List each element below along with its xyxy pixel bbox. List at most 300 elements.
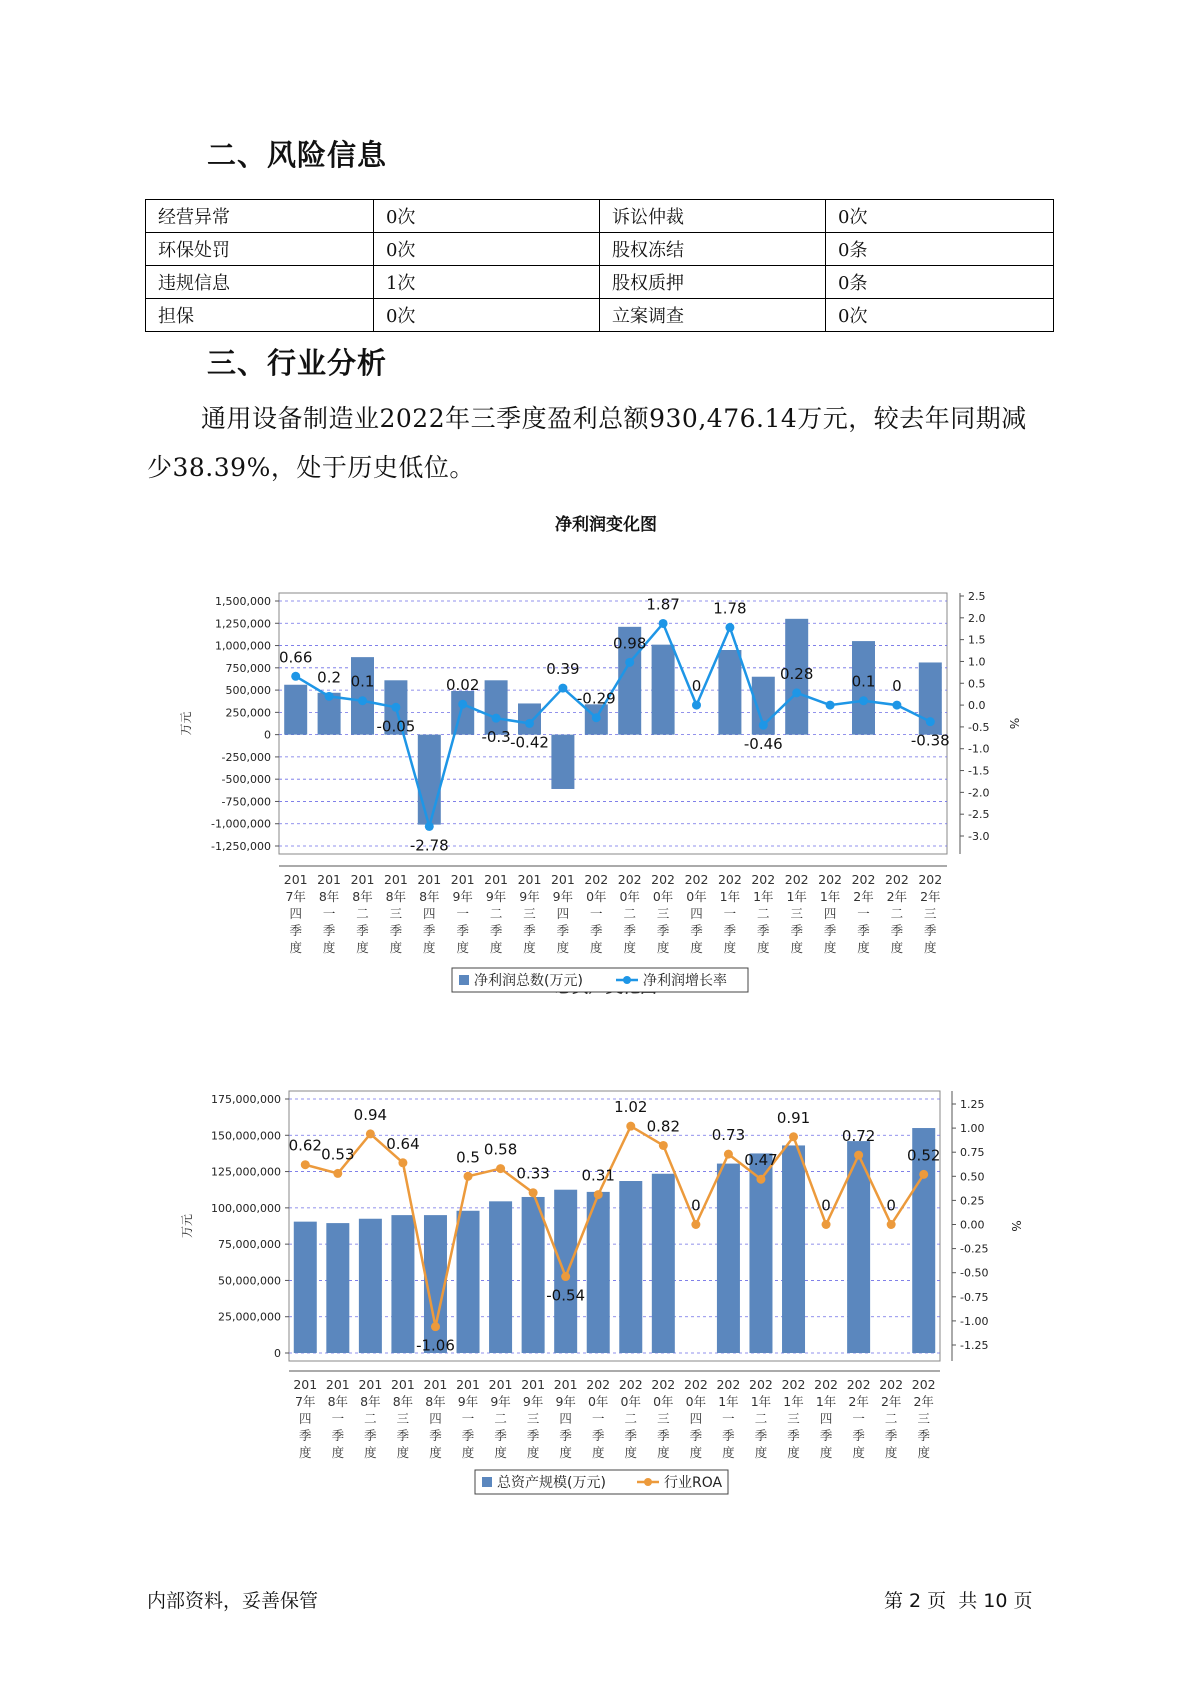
data-label: 0.64	[386, 1134, 420, 1153]
x-tick-label: 度	[591, 1445, 605, 1460]
y2-tick-label: 0.75	[960, 1146, 985, 1160]
x-tick-label: 一	[722, 1411, 735, 1426]
data-label: -0.05	[376, 717, 416, 736]
line-point	[626, 1122, 635, 1131]
data-label: 0.28	[779, 664, 814, 683]
y-tick-label: 1,250,000	[215, 617, 271, 631]
x-tick-label: 度	[917, 1445, 930, 1460]
legend-line-marker	[644, 1478, 652, 1486]
data-label: 0	[892, 677, 902, 696]
x-tick-label: 三	[917, 1411, 930, 1426]
line-point	[398, 1158, 407, 1167]
x-tick-label: 季	[591, 1428, 605, 1443]
x-tick-label: 201	[423, 1377, 448, 1392]
x-tick-label: 季	[331, 1428, 345, 1443]
y2-tick-label: -1.5	[968, 764, 990, 778]
line-point	[333, 1169, 342, 1178]
y2-tick-label: -0.50	[960, 1266, 989, 1280]
legend-line-label: 行业ROA	[664, 1475, 723, 1491]
x-tick-label: 季	[790, 923, 803, 938]
x-tick-label: 一	[461, 1411, 475, 1426]
section-title-industry: 三、行业分析	[207, 346, 388, 380]
x-tick-label: 季	[289, 923, 302, 938]
x-tick-label: 季	[757, 923, 770, 938]
x-tick-label: 202	[717, 872, 742, 887]
y2-tick-label: 0.25	[960, 1194, 985, 1208]
x-tick-label: 度	[757, 940, 770, 955]
x-tick-label: 度	[489, 940, 503, 955]
x-tick-label: 季	[461, 1428, 475, 1443]
x-tick-label: 7年	[285, 889, 306, 904]
y-tick-label: 750,000	[225, 661, 271, 675]
data-label: 0	[821, 1196, 831, 1215]
x-tick-label: 二	[890, 906, 904, 921]
data-label: 0.66	[278, 648, 313, 667]
data-label: 0.02	[445, 676, 480, 695]
legend-bar-swatch	[482, 1477, 492, 1487]
data-label: -0.42	[510, 733, 549, 752]
x-tick-label: 四	[289, 906, 302, 921]
x-tick-label: 一	[331, 1411, 345, 1426]
data-label: 0.91	[776, 1108, 811, 1127]
x-tick-label: 1年	[815, 1394, 837, 1409]
line-point	[464, 1172, 473, 1181]
x-tick-label: 202	[814, 1377, 839, 1392]
x-tick-label: 三	[657, 1411, 670, 1426]
x-tick-label: 2年	[848, 1394, 869, 1409]
x-tick-label: 度	[623, 940, 636, 955]
x-tick-label: 201	[317, 872, 342, 887]
x-tick-label: 度	[790, 940, 803, 955]
x-tick-label: 度	[690, 940, 703, 955]
industry-paragraph: 通用设备制造业2022年三季度盈利总额930,476.14万元，较去年同期减少38.39%，处于历史低位。	[147, 404, 1027, 482]
x-tick-label: 度	[890, 940, 904, 955]
x-tick-label: 度	[356, 940, 369, 955]
data-label: 0	[691, 1196, 701, 1215]
data-label: -1.06	[416, 1336, 455, 1355]
x-tick-label: 一	[723, 906, 737, 921]
x-tick-label: 202	[911, 1377, 936, 1392]
y2-axis-label: %	[1007, 717, 1021, 730]
bar	[717, 1164, 740, 1353]
y-tick-label: -500,000	[221, 773, 271, 787]
x-tick-label: 9年	[522, 1394, 544, 1409]
x-tick-label: 四	[823, 906, 837, 921]
x-tick-label: 0年	[652, 889, 674, 904]
data-label: 0	[691, 677, 702, 696]
x-tick-label: 1年	[819, 889, 841, 904]
x-tick-label: 季	[657, 1428, 670, 1443]
x-tick-label: 2年	[880, 1394, 902, 1409]
line-point	[431, 1322, 440, 1331]
x-tick-label: 四	[690, 906, 703, 921]
x-tick-label: 四	[556, 906, 570, 921]
data-label: 0.1	[851, 672, 876, 691]
x-tick-label: 度	[456, 940, 469, 955]
x-tick-label: 度	[289, 940, 302, 955]
risk-item-label: 环保处罚	[146, 233, 374, 266]
y2-tick-label: 1.5	[968, 633, 986, 647]
x-tick-label: 201	[417, 872, 442, 887]
x-tick-label: 度	[787, 1445, 800, 1460]
bar	[326, 1223, 349, 1353]
x-tick-label: 季	[823, 923, 837, 938]
x-tick-label: 二	[757, 906, 770, 921]
y-tick-label: 25,000,000	[218, 1310, 281, 1324]
y-tick-label: 1,500,000	[215, 595, 271, 608]
y-tick-label: 125,000,000	[211, 1165, 281, 1179]
y2-tick-label: -0.75	[960, 1290, 989, 1304]
x-tick-label: 季	[322, 923, 336, 938]
y2-tick-label: 1.0	[968, 655, 986, 669]
y-tick-label: 50,000,000	[218, 1274, 281, 1288]
x-tick-label: 202	[751, 872, 776, 887]
y2-tick-label: 0.00	[960, 1218, 985, 1232]
data-label: 0.2	[317, 668, 342, 687]
x-tick-label: 二	[489, 906, 503, 921]
legend-line-label: 净利润增长率	[643, 973, 727, 989]
x-tick-label: 202	[651, 1377, 676, 1392]
x-tick-label: 202	[716, 1377, 741, 1392]
y-tick-label: 100,000,000	[211, 1201, 281, 1215]
risk-item-label: 股权质押	[599, 266, 825, 299]
x-tick-label: 201	[283, 872, 308, 887]
x-tick-label: 季	[722, 1428, 735, 1443]
x-tick-label: 201	[450, 872, 475, 887]
x-tick-label: 度	[556, 940, 570, 955]
line-point	[594, 1190, 603, 1199]
x-tick-label: 2年	[886, 889, 908, 904]
x-tick-label: 度	[924, 940, 937, 955]
line-point	[789, 1132, 798, 1141]
x-tick-label: 度	[657, 1445, 670, 1460]
x-tick-label: 度	[461, 1445, 475, 1460]
x-tick-label: 201	[517, 872, 542, 887]
x-tick-label: 201	[383, 872, 408, 887]
x-tick-label: 8年	[385, 889, 407, 904]
x-tick-label: 202	[884, 872, 909, 887]
y2-tick-label: -1.25	[960, 1339, 989, 1352]
x-tick-label: 四	[819, 1411, 833, 1426]
x-tick-label: 度	[364, 1445, 377, 1460]
legend-bar-label: 总资产规模(万元)	[497, 1475, 606, 1491]
x-tick-label: 9年	[490, 1394, 511, 1409]
x-tick-label: 8年	[419, 889, 440, 904]
data-label: 0.5	[456, 1148, 480, 1167]
x-tick-label: 1年	[718, 1394, 739, 1409]
x-tick-label: 8年	[352, 889, 373, 904]
section-title-risk: 二、风险信息	[207, 138, 388, 172]
x-tick-label: 二	[624, 1411, 638, 1426]
risk-item-label: 立案调查	[599, 299, 825, 332]
risk-item-value: 1次	[373, 266, 599, 299]
x-tick-label: 8年	[392, 1394, 414, 1409]
footer-confidential: 内部资料，妥善保管	[147, 1590, 319, 1612]
x-tick-label: 季	[689, 1428, 703, 1443]
data-label: 0.47	[744, 1151, 778, 1170]
x-tick-label: 季	[429, 1428, 442, 1443]
x-tick-label: 季	[917, 1428, 930, 1443]
x-tick-label: 季	[456, 923, 469, 938]
x-tick-label: 9年	[485, 889, 507, 904]
x-tick-label: 201	[521, 1377, 546, 1392]
y2-tick-label: -0.5	[968, 720, 990, 734]
data-label: 0.52	[907, 1146, 941, 1165]
y-tick-label: 0	[274, 1347, 281, 1360]
y-axis-label: 万元	[179, 711, 193, 736]
x-tick-label: 季	[523, 923, 536, 938]
x-tick-label: 201	[550, 872, 575, 887]
x-tick-label: 度	[299, 1445, 312, 1460]
x-tick-label: 202	[749, 1377, 773, 1392]
x-tick-label: 7年	[295, 1394, 316, 1409]
x-tick-label: 度	[423, 940, 436, 955]
x-tick-label: 季	[423, 923, 436, 938]
x-tick-label: 1年	[753, 889, 774, 904]
x-tick-label: 202	[818, 872, 843, 887]
x-tick-label: 季	[690, 923, 703, 938]
x-tick-label: 202	[651, 872, 676, 887]
x-tick-label: 一	[591, 1411, 605, 1426]
x-tick-label: 季	[623, 923, 636, 938]
risk-item-value: 0条	[826, 233, 1054, 266]
y-tick-label: 1,000,000	[215, 639, 271, 653]
bar	[457, 1211, 480, 1353]
x-tick-label: 度	[526, 1445, 540, 1460]
x-tick-label: 二	[754, 1411, 768, 1426]
risk-item-value: 0次	[826, 299, 1054, 332]
x-tick-label: 1年	[719, 889, 741, 904]
data-label: 0.62	[288, 1136, 322, 1155]
x-tick-label: 度	[590, 940, 603, 955]
legend-bar-label: 净利润总数(万元)	[474, 973, 583, 989]
line-point	[756, 1175, 765, 1184]
line-point	[301, 1160, 310, 1169]
x-tick-label: 季	[924, 923, 937, 938]
x-tick-label: 8年	[327, 1394, 349, 1409]
y-tick-label: -250,000	[221, 750, 271, 764]
risk-item-value: 0次	[373, 233, 599, 266]
y2-tick-label: 1.00	[960, 1122, 985, 1136]
x-tick-label: 202	[918, 872, 943, 887]
y-tick-label: -1,250,000	[211, 840, 271, 853]
x-tick-label: 202	[618, 1377, 643, 1392]
bar	[294, 1222, 317, 1353]
x-tick-label: 四	[559, 1411, 572, 1426]
data-label: 0.53	[321, 1145, 355, 1164]
y-tick-label: 150,000,000	[211, 1129, 281, 1143]
x-tick-label: 三	[656, 906, 670, 921]
bar	[522, 1197, 545, 1353]
x-tick-label: 度	[823, 940, 837, 955]
x-tick-label: 二	[884, 1411, 898, 1426]
x-tick-label: 202	[617, 872, 642, 887]
x-tick-label: 9年	[452, 889, 473, 904]
x-tick-label: 四	[299, 1411, 312, 1426]
x-tick-label: 9年	[519, 889, 540, 904]
x-tick-label: 202	[586, 1377, 611, 1392]
line-point	[887, 1220, 896, 1229]
x-tick-label: 度	[559, 1445, 572, 1460]
x-tick-label: 一	[456, 906, 469, 921]
x-tick-label: 度	[331, 1445, 345, 1460]
x-tick-label: 一	[857, 906, 870, 921]
data-label: -0.54	[546, 1286, 586, 1305]
line-point	[529, 1188, 538, 1197]
x-tick-label: 9年	[457, 1394, 479, 1409]
x-tick-label: 季	[494, 1428, 507, 1443]
line-point	[366, 1129, 375, 1138]
bar	[782, 1145, 805, 1353]
x-tick-label: 季	[299, 1428, 312, 1443]
x-tick-label: 季	[556, 923, 570, 938]
y-tick-label: 500,000	[225, 684, 271, 698]
risk-item-value: 0次	[373, 200, 599, 233]
x-tick-label: 2年	[920, 889, 941, 904]
net-profit-chart-title: 净利润变化图	[555, 515, 657, 535]
x-tick-label: 9年	[552, 889, 574, 904]
x-tick-label: 201	[488, 1377, 513, 1392]
x-tick-label: 二	[623, 906, 636, 921]
risk-item-label: 经营异常	[146, 200, 374, 233]
data-label: -0.3	[481, 728, 511, 747]
y-axis-label: 万元	[180, 1213, 194, 1239]
x-tick-label: 0年	[619, 889, 640, 904]
x-tick-label: 三	[787, 1411, 800, 1426]
x-tick-label: 季	[526, 1428, 540, 1443]
x-tick-label: 季	[396, 1428, 410, 1443]
x-tick-label: 季	[857, 923, 870, 938]
x-tick-label: 1年	[783, 1394, 804, 1409]
x-tick-label: 度	[389, 940, 403, 955]
x-tick-label: 季	[624, 1428, 638, 1443]
x-tick-label: 0年	[686, 889, 707, 904]
bar	[652, 1174, 675, 1353]
x-tick-label: 202	[584, 872, 609, 887]
bar	[489, 1201, 512, 1353]
x-tick-label: 201	[325, 1377, 350, 1392]
risk-item-value: 0次	[826, 200, 1054, 233]
x-tick-label: 季	[559, 1428, 572, 1443]
y2-tick-label: -0.25	[960, 1242, 989, 1256]
x-tick-label: 季	[852, 1428, 865, 1443]
x-tick-label: 度	[322, 940, 336, 955]
y2-tick-label: -1.0	[968, 742, 990, 756]
x-tick-label: 201	[358, 1377, 383, 1392]
risk-item-value: 0条	[826, 266, 1054, 299]
y-tick-label: -750,000	[221, 795, 271, 809]
line-point	[919, 1170, 928, 1179]
x-tick-label: 0年	[653, 1394, 674, 1409]
x-tick-label: 季	[364, 1428, 377, 1443]
line-point	[854, 1151, 863, 1160]
risk-item-label: 担保	[146, 299, 374, 332]
x-tick-label: 度	[722, 1445, 735, 1460]
y2-tick-label: -2.0	[968, 786, 990, 800]
x-tick-label: 度	[884, 1445, 898, 1460]
x-tick-label: 季	[489, 923, 503, 938]
y2-tick-label: 0.0	[968, 699, 986, 713]
x-tick-label: 三	[924, 906, 937, 921]
y2-tick-label: 2.5	[968, 590, 986, 603]
x-tick-label: 二	[364, 1411, 377, 1426]
x-tick-label: 度	[689, 1445, 703, 1460]
x-tick-label: 202	[846, 1377, 871, 1392]
y2-axis-label: %	[1009, 1220, 1023, 1232]
risk-item-label: 诉讼仲裁	[599, 200, 825, 233]
data-label: -0.38	[910, 731, 950, 750]
x-tick-label: 季	[590, 923, 603, 938]
y2-tick-label: 2.0	[968, 611, 986, 625]
x-tick-label: 8年	[360, 1394, 381, 1409]
y-tick-label: 250,000	[225, 706, 271, 720]
x-tick-label: 三	[790, 906, 803, 921]
data-label: 0.31	[581, 1166, 615, 1185]
x-tick-label: 一	[852, 1411, 865, 1426]
x-tick-label: 201	[484, 872, 509, 887]
data-label: 0.94	[353, 1105, 388, 1124]
y-tick-label: -1,000,000	[211, 817, 271, 831]
y2-tick-label: -3.0	[968, 830, 990, 843]
line-point	[561, 1272, 570, 1281]
x-tick-label: 201	[390, 1377, 415, 1392]
x-tick-label: 度	[852, 1445, 865, 1460]
x-tick-label: 度	[523, 940, 536, 955]
x-tick-label: 201	[293, 1377, 318, 1392]
x-tick-label: 度	[754, 1445, 768, 1460]
y2-tick-label: -2.5	[968, 808, 990, 822]
data-label: 0	[886, 1196, 896, 1215]
x-tick-label: 0年	[587, 1394, 609, 1409]
x-tick-label: 8年	[425, 1394, 446, 1409]
data-label: 0.72	[841, 1127, 876, 1146]
x-tick-label: 9年	[555, 1394, 576, 1409]
x-tick-label: 1年	[786, 889, 807, 904]
y2-tick-label: -1.00	[960, 1314, 989, 1328]
x-tick-label: 季	[656, 923, 670, 938]
x-tick-label: 0年	[620, 1394, 642, 1409]
x-tick-label: 四	[429, 1411, 442, 1426]
x-tick-label: 8年	[318, 889, 340, 904]
line-point	[822, 1220, 831, 1229]
data-label: 1.87	[646, 595, 680, 614]
risk-item-label: 违规信息	[146, 266, 374, 299]
data-label: 0.33	[516, 1164, 550, 1183]
y-tick-label: 0	[264, 728, 271, 742]
bar	[391, 1215, 414, 1353]
data-label: 0.73	[711, 1126, 746, 1145]
x-tick-label: 201	[456, 1377, 480, 1392]
data-label: 0.82	[646, 1117, 681, 1136]
x-tick-label: 2年	[853, 889, 874, 904]
x-tick-label: 四	[689, 1411, 703, 1426]
line-point	[496, 1164, 505, 1173]
x-tick-label: 三	[526, 1411, 540, 1426]
data-label: -2.78	[409, 836, 449, 855]
data-label: 1.02	[614, 1098, 648, 1117]
data-label: 0.39	[546, 660, 580, 679]
footer-page-number: 第 2 页 共 10 页	[884, 1590, 1033, 1612]
line-point	[724, 1150, 733, 1159]
x-tick-label: 202	[784, 872, 809, 887]
x-tick-label: 202	[879, 1377, 904, 1392]
x-tick-label: 三	[389, 906, 403, 921]
x-tick-label: 季	[723, 923, 737, 938]
line-point	[691, 1220, 700, 1229]
x-tick-label: 三	[396, 1411, 410, 1426]
x-tick-label: 季	[884, 1428, 898, 1443]
x-tick-label: 度	[819, 1445, 833, 1460]
